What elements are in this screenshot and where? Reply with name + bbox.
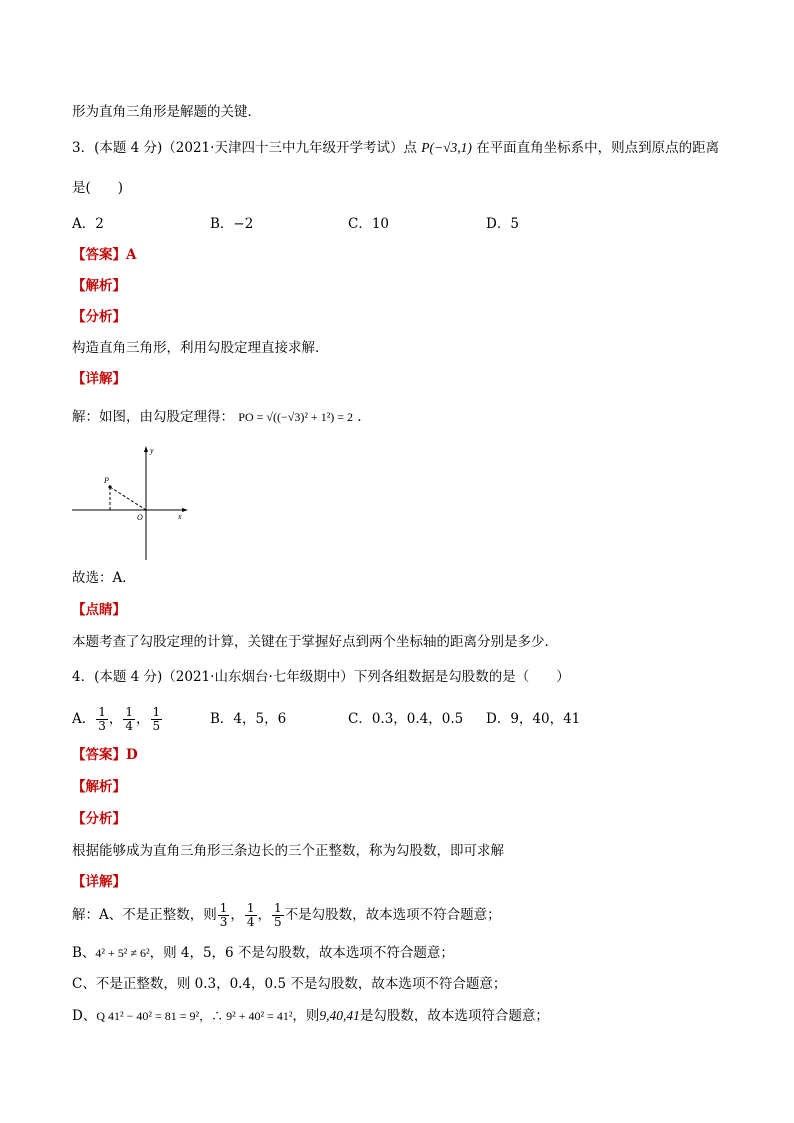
q4-detail-line-a: 解：A、不是正整数，则 $\frac{1}{3}$ ， $\frac{1}{4}$ ， $\frac{1}{5}$ 不是勾股数，故本选项不符合题意； — [72, 901, 501, 929]
denominator: 4 — [246, 915, 255, 929]
label-x: x — [178, 512, 182, 521]
segment-po — [110, 487, 146, 510]
q4-line-b-math: 4² + 5² ≠ 6² — [95, 946, 150, 960]
numerator: 1 — [125, 705, 134, 719]
q4-detail-line-b — [72, 943, 454, 963]
q4-detail-head: 【详解】 — [72, 874, 126, 890]
question-4-stem: 4．(本题 4 分)（2021·山东烟台·七年级期中）下列各组数据是勾股数的是（ ） — [72, 669, 570, 685]
q3-dianjing-text: 本题考查了勾股定理的计算，关键在于掌握好点到两个坐标轴的距离分别是多少． — [72, 634, 558, 650]
q3-detail-formula: PO = √((−√3)² + 1²) = 2 — [238, 410, 354, 424]
q4-option-a-label: A． — [72, 711, 96, 727]
y-axis-arrow — [144, 446, 148, 452]
q4-line-d-prefix: D、 — [72, 1008, 97, 1024]
question-3-stem — [72, 138, 719, 158]
q4-option-c: C．0.3，0.4，0.5 — [348, 711, 464, 727]
q4-line-a-suffix: 不是勾股数，故本选项不符合题意； — [284, 907, 501, 923]
q3-choose: 故选：A． — [72, 570, 136, 586]
q3-option-a: A．2 — [72, 216, 104, 232]
q3-answer: 【答案】A — [72, 247, 137, 263]
q3-detail-text — [72, 407, 371, 427]
fraction — [245, 902, 257, 929]
q4-line-b-prefix: B、 — [72, 945, 96, 961]
q4-line-d-math: Q 41² − 40² = 81 = 9²，∴ 9² + 40² = 41² — [96, 1009, 293, 1023]
numerator: 1 — [98, 705, 106, 719]
q3-stem-suffix: 在平面直角坐标系中，则点到原点的距离 — [476, 140, 720, 156]
point-p — [108, 485, 111, 488]
q4-fenxi-head: 【分析】 — [72, 811, 126, 827]
q3-dianjing-head: 【点睛】 — [72, 602, 126, 618]
q3-point: P(−√3,1) — [421, 140, 472, 155]
q3-stem-line2: 是( ) — [72, 180, 124, 196]
q4-option-d: D．9，40，41 — [486, 711, 581, 727]
q3-option-b: B．−2 — [210, 216, 254, 232]
label-o: O — [137, 513, 143, 522]
label-p: P — [104, 476, 109, 485]
q3-detail-head: 【详解】 — [72, 371, 126, 387]
label-y: y — [150, 446, 154, 455]
coordinate-figure — [66, 440, 196, 565]
q4-fenxi-text: 根据能够成为直角三角形三条边长的三个正整数，称为勾股数，即可求解 — [72, 843, 504, 859]
q3-fenxi-text: 构造直角三角形，利用勾股定理直接求解． — [72, 340, 329, 356]
q4-option-b: B．4，5，6 — [210, 711, 287, 727]
q3-stem-prefix: 3．(本题 4 分)（2021·天津四十三中九年级开学考试）点 — [72, 140, 417, 156]
text-line: 形为直角三角形是解题的关键． — [72, 104, 261, 120]
q4-option-a: A． $\frac{1}{3}$ ， $\frac{1}{4}$ ， $\frac{1}{5}$ — [72, 705, 161, 733]
q4-line-d-suffix: 是勾股数，故本选项符合题意； — [359, 1008, 549, 1024]
q4-detail-line-d — [72, 1006, 549, 1026]
numerator: 1 — [152, 705, 161, 719]
q4-line-d-mid: ，则 — [292, 1008, 320, 1024]
numerator: 1 — [274, 901, 282, 915]
denominator: 5 — [152, 719, 161, 733]
q3-analysis-head: 【解析】 — [72, 278, 126, 294]
denominator: 3 — [98, 719, 106, 733]
numerator: 1 — [246, 901, 255, 915]
denominator: 3 — [219, 915, 228, 929]
q4-line-b-suffix: ，则 4，5，6 不是勾股数，故本选项不符合题意； — [149, 945, 454, 961]
fraction — [218, 902, 230, 929]
x-axis-arrow — [182, 508, 188, 512]
q3-options — [72, 214, 519, 234]
q4-line-d-nums: 9,40,41 — [319, 1008, 360, 1023]
denominator: 4 — [125, 719, 134, 733]
fraction — [272, 902, 284, 929]
q4-answer: 【答案】D — [72, 747, 138, 763]
denominator: 5 — [274, 915, 282, 929]
fraction — [123, 706, 135, 733]
q4-analysis-head: 【解析】 — [72, 779, 126, 795]
q3-detail-suffix: ． — [357, 409, 371, 425]
numerator: 1 — [219, 901, 228, 915]
q3-fenxi-head: 【分析】 — [72, 309, 126, 325]
q3-option-d: D．5 — [486, 216, 519, 232]
q4-detail-line-c: C、不是正整数，则 0.3，0.4，0.5 不是勾股数，故本选项不符合题意； — [72, 976, 507, 992]
fraction — [96, 706, 108, 733]
q3-option-c: C．10 — [348, 216, 390, 232]
q4-line-a-prefix: 解：A、不是正整数，则 — [72, 907, 217, 923]
fraction — [151, 706, 163, 733]
q3-detail-prefix: 解：如图，由勾股定理得： — [72, 409, 234, 425]
q4-options — [72, 706, 580, 733]
